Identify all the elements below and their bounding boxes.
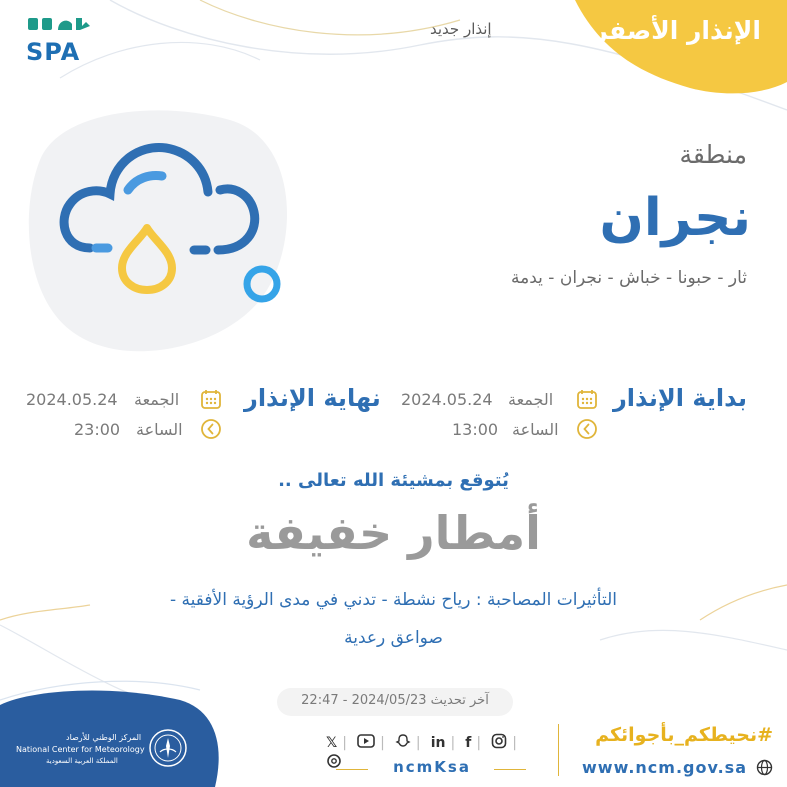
kingdom-name-arabic: المملكة العربية السعودية (46, 757, 118, 765)
end-time: 23:00 (74, 420, 121, 439)
x-icon[interactable]: 𝕏 (326, 734, 338, 751)
forecast-effects-line1: التأثيرات المصاحبة : رياح نشطة - تدني في مدى الرؤية الأفقية - (170, 590, 617, 610)
spa-logo (24, 14, 94, 64)
snapchat-icon[interactable] (395, 733, 411, 753)
social-icons-row: 𝕏 | | | in | f | | (326, 732, 546, 754)
end-date: 2024.05.24 (26, 390, 118, 409)
warning-type-label: إنذار جديد (430, 20, 492, 38)
globe-icon (756, 759, 773, 776)
ncm-name-english: National Center for Meteorology (16, 745, 145, 754)
calendar-icon (576, 388, 598, 410)
forecast-phenomenon: أمطار خفيفة (246, 506, 541, 560)
handle-divider-right (494, 769, 526, 770)
start-date: 2024.05.24 (401, 390, 493, 409)
region-name: نجران (599, 188, 751, 248)
last-updated: آخر تحديث 2024/05/23 - 22:47 (301, 693, 489, 708)
website-link[interactable]: www.ncm.gov.sa (582, 758, 747, 777)
social-handle: ncmKsa (393, 758, 471, 776)
region-areas: ثار - حبونا - خباش - نجران - يدمة (511, 268, 747, 288)
start-day: الجمعة (508, 390, 554, 409)
end-day: الجمعة (134, 390, 180, 409)
linkedin-icon[interactable]: in (430, 734, 446, 751)
threads-icon[interactable] (326, 753, 342, 773)
region-label: منطقة (679, 140, 747, 169)
start-time: 13:00 (452, 420, 499, 439)
forecast-intro: يُتوقع بمشيئة الله تعالى .. (278, 470, 509, 491)
clock-icon (576, 418, 598, 440)
weather-cloud-rain-icon (50, 130, 300, 310)
instagram-icon[interactable] (491, 733, 507, 753)
clock-icon (200, 418, 222, 440)
youtube-icon[interactable] (357, 734, 375, 752)
calendar-icon (200, 388, 222, 410)
start-time-label: الساعة (512, 420, 559, 439)
handle-divider-left (336, 769, 368, 770)
end-title: نهاية الإنذار (244, 384, 381, 412)
ncm-emblem-icon (148, 728, 188, 768)
start-title: بداية الإنذار (612, 384, 747, 412)
campaign-hashtag: #نحيطكم_بأجوائكم (595, 724, 773, 746)
forecast-effects-line2: صواعق رعدية (344, 628, 443, 648)
warning-level-title: الإنذار الأصفر (593, 16, 761, 45)
ncm-name-arabic: المركز الوطني للأرصاد (66, 733, 142, 742)
facebook-icon[interactable]: f (465, 734, 472, 751)
end-time-label: الساعة (136, 420, 183, 439)
spa-logo-text: SPA (26, 38, 81, 64)
footer-divider (558, 724, 559, 776)
